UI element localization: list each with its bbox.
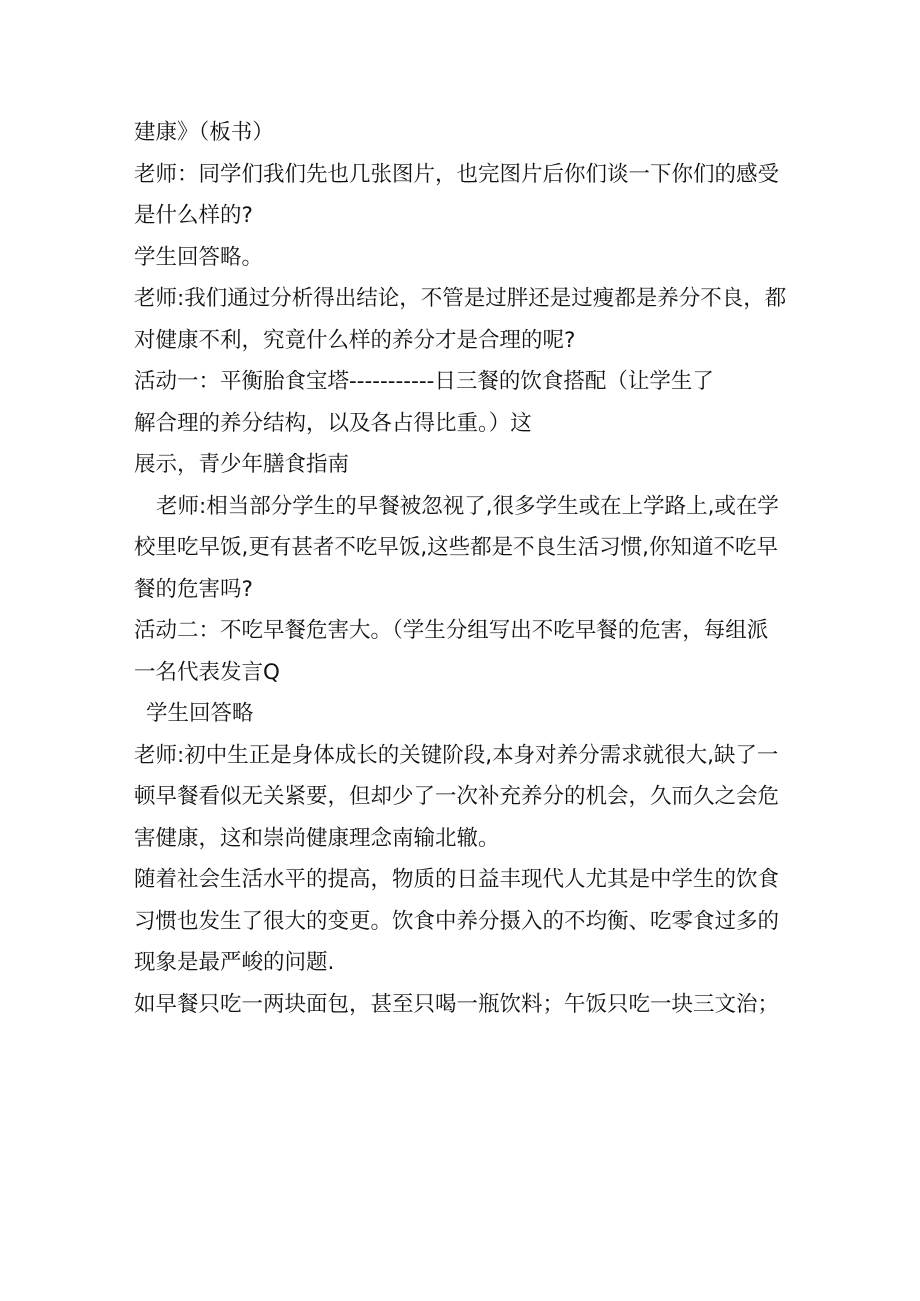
text-line: 老师:我们通过分析得出结论，不管是过胖还是过瘦都是养分不良，都: [134, 286, 787, 311]
text-line: 活动一：平衡胎食宝塔-----------日三餐的饮食搭配（让学生了: [134, 369, 714, 394]
text-line: 顿早餐看似无关紧要，但却少了一次补充养分的机会，久而久之会危: [134, 784, 780, 809]
text-line: 现象是最严峻的问题.: [134, 950, 335, 975]
text-line: 如早餐只吃一两块面包，甚至只喝一瓶饮料；午饭只吃一块三文治；: [134, 991, 780, 1017]
text-line: 校里吃早饭,更有甚者不吃早饭,这些都是不良生活习惯,你知道不吃早: [134, 535, 779, 560]
text-line: 学生回答略: [146, 701, 254, 726]
text-line: 老师:初中生正是身体成长的关键阶段,本身对养分需求就很大,缺了一: [134, 742, 779, 768]
text-line: 老师:相当部分学生的早餐被忽视了,很多学生或在上学路上,或在学: [156, 493, 779, 519]
text-line: 活动二：不吃早餐危害大。（学生分组写出不吃早餐的危害，每组派: [134, 618, 769, 643]
text-line: 对健康不利，究竟什么样的养分才是合理的呢?: [134, 327, 576, 353]
text-line: 学生回答略。: [134, 244, 264, 270]
document-body: [134, 112, 794, 1025]
text-line: 老师：同学们我们先也几张图片，也完图片后你们谈一下你们的感受: [134, 161, 780, 187]
text-line: 建康》（板书）: [134, 120, 274, 145]
text-line: 随着社会生活水平的提高，物质的日益丰现代人尤其是中学生的饮食: [134, 867, 780, 892]
text-line: 害健康，这和崇尚健康理念南输北辙。: [134, 825, 500, 851]
text-line: 餐的危害吗?: [134, 576, 253, 602]
text-line: 解合理的养分结构，以及各占得比重。）这: [134, 410, 532, 436]
text-line: 一名代表发言Q: [134, 659, 280, 685]
text-line: 是什么样的?: [134, 203, 253, 228]
text-line: 展示，青少年膳食指南: [134, 452, 350, 477]
text-line: 习惯也发生了很大的变更。饮食中养分摄入的不均衡、吃零食过多的: [134, 908, 780, 934]
